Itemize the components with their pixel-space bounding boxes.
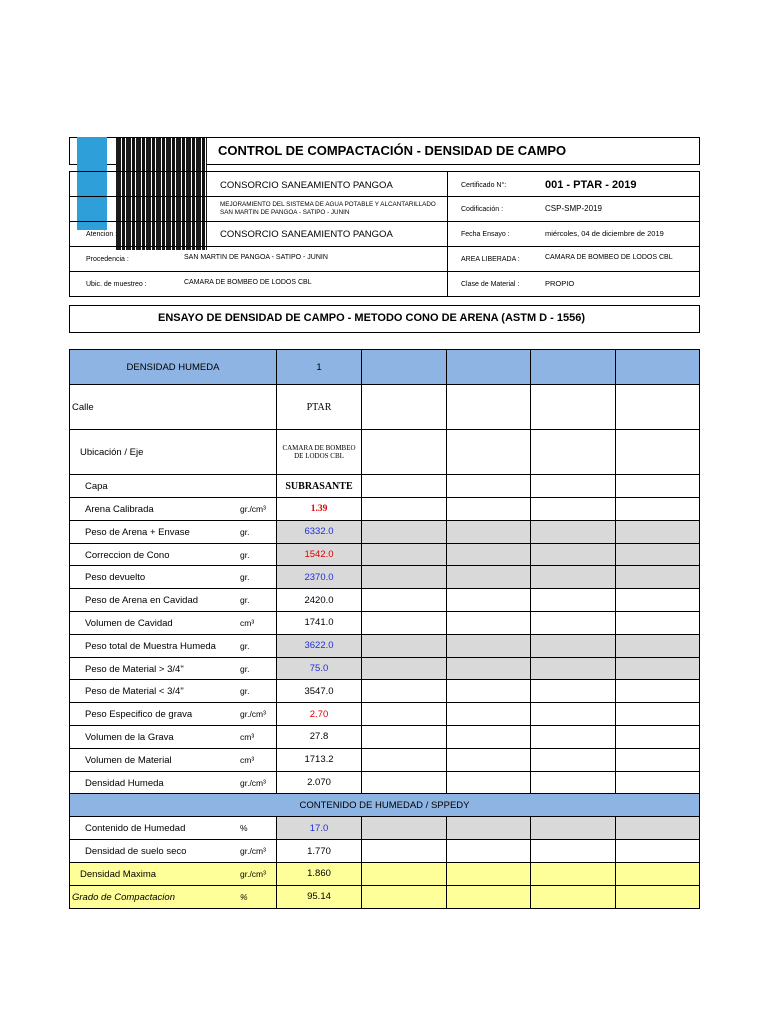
ubic-value: CAMARA DE BOMBEO DE LODOS CBL bbox=[184, 279, 312, 286]
row-unit: gr. bbox=[240, 526, 250, 537]
codificacion-value: CSP-SMP-2019 bbox=[545, 204, 602, 213]
row-label: Peso de Material < 3/4" bbox=[85, 686, 184, 698]
empty-cell bbox=[616, 725, 700, 748]
table-row bbox=[70, 725, 700, 748]
table-row bbox=[70, 543, 700, 566]
empty-cell bbox=[362, 566, 447, 589]
empty-cell bbox=[531, 589, 616, 612]
empty-cell bbox=[362, 611, 447, 634]
empty-cell bbox=[531, 817, 616, 840]
fecha-value: miércoles, 04 de diciembre de 2019 bbox=[545, 229, 664, 238]
row-label: Peso de Material > 3/4" bbox=[85, 663, 184, 675]
empty-cell bbox=[447, 680, 531, 703]
row-label-cell bbox=[70, 589, 277, 612]
empty-cell bbox=[447, 498, 531, 521]
row-label-cell bbox=[70, 657, 277, 680]
table-row bbox=[70, 475, 700, 498]
empty-cell bbox=[616, 771, 700, 794]
table-row bbox=[70, 611, 700, 634]
row-label-cell bbox=[70, 520, 277, 543]
empty-cell bbox=[447, 862, 531, 885]
empty-cell bbox=[531, 498, 616, 521]
row1-value: CONSORCIO SANEAMIENTO PANGOA bbox=[220, 180, 393, 191]
empty-cell bbox=[447, 634, 531, 657]
ensayo-title: ENSAYO DE DENSIDAD DE CAMPO - METODO CONO DE ARENA (ASTM D - 1556) bbox=[158, 312, 586, 324]
ubicacion-label: Ubicación / Eje bbox=[70, 430, 277, 475]
row-unit: cm³ bbox=[240, 617, 255, 628]
row-value: 2.70 bbox=[277, 703, 362, 726]
empty-cell bbox=[531, 748, 616, 771]
row-value: 1713.2 bbox=[277, 748, 362, 771]
empty-cell bbox=[616, 589, 700, 612]
certificado-label: Certificado N°: bbox=[461, 182, 507, 189]
row-label: Peso de Arena + Envase bbox=[85, 526, 190, 538]
row-label-cell bbox=[70, 862, 277, 885]
empty-cell bbox=[447, 748, 531, 771]
empty-cell bbox=[447, 543, 531, 566]
row-label-cell bbox=[70, 611, 277, 634]
row-value: 1542.0 bbox=[277, 543, 362, 566]
table-row bbox=[70, 385, 700, 430]
empty-cell bbox=[616, 862, 700, 885]
empty-cell bbox=[362, 703, 447, 726]
row-label-cell bbox=[70, 771, 277, 794]
empty-cell bbox=[447, 885, 531, 908]
page-title: CONTROL DE COMPACTACIÓN - DENSIDAD DE CAMPO bbox=[218, 143, 567, 158]
row-value: 1.860 bbox=[277, 862, 362, 885]
fecha-label: Fecha Ensayo : bbox=[461, 231, 510, 238]
row-label: Contenido de Humedad bbox=[85, 823, 186, 835]
row-label-cell bbox=[70, 680, 277, 703]
row-unit: gr. bbox=[240, 572, 250, 583]
ubicacion-value bbox=[277, 430, 362, 475]
row-label: Volumen de Material bbox=[85, 754, 172, 766]
empty-cell bbox=[531, 885, 616, 908]
empty-cell bbox=[447, 725, 531, 748]
empty-cell bbox=[362, 840, 447, 863]
row-unit: % bbox=[240, 823, 248, 834]
header-label: DENSIDAD HUMEDA bbox=[70, 350, 277, 385]
table-row bbox=[70, 817, 700, 840]
empty-cell bbox=[616, 611, 700, 634]
empty-cell bbox=[531, 611, 616, 634]
table-row bbox=[70, 657, 700, 680]
row-value: 3547.0 bbox=[277, 680, 362, 703]
row-label-cell bbox=[70, 498, 277, 521]
procedencia-value: SAN MARTIN DE PANGOA - SATIPO - JUNIN bbox=[184, 254, 328, 261]
row-value: 6332.0 bbox=[277, 520, 362, 543]
row-unit: gr. bbox=[240, 549, 250, 560]
empty-cell bbox=[616, 657, 700, 680]
row-label-cell bbox=[70, 566, 277, 589]
row-unit: % bbox=[240, 891, 248, 902]
row-label: Volumen de Cavidad bbox=[85, 617, 173, 629]
row-label: Densidad Humeda bbox=[85, 777, 164, 789]
empty-cell bbox=[447, 520, 531, 543]
table-row bbox=[70, 634, 700, 657]
row-value: 17.0 bbox=[277, 817, 362, 840]
empty-cell bbox=[531, 543, 616, 566]
row-label-cell bbox=[70, 817, 277, 840]
row-label: Peso Especifico de grava bbox=[85, 709, 193, 721]
row-label: Grado de Compactacion bbox=[72, 891, 175, 903]
empty-cell bbox=[362, 634, 447, 657]
empty-cell bbox=[531, 634, 616, 657]
row-value: 1741.0 bbox=[277, 611, 362, 634]
ubicacion-value-line2: DE LODOS CBL bbox=[294, 452, 344, 460]
row-label-cell bbox=[70, 543, 277, 566]
empty-cell bbox=[531, 680, 616, 703]
empty-cell bbox=[447, 611, 531, 634]
empty-cell bbox=[362, 885, 447, 908]
row-unit: gr./cm³ bbox=[240, 504, 266, 514]
row-value: 2420.0 bbox=[277, 589, 362, 612]
row2-value-line1: MEJORAMIENTO DEL SISTEMA DE AGUA POTABLE Y ALCANTARILLADO bbox=[220, 201, 436, 208]
calle-label: Calle bbox=[70, 385, 277, 430]
row-label-cell bbox=[70, 885, 277, 908]
row-label: Peso de Arena en Cavidad bbox=[85, 595, 199, 607]
row-unit: gr. bbox=[240, 640, 250, 651]
empty-cell bbox=[531, 862, 616, 885]
capa-label: Capa bbox=[70, 475, 277, 498]
clase-value: PROPIO bbox=[545, 279, 575, 288]
empty-cell bbox=[616, 566, 700, 589]
row-value: 75.0 bbox=[277, 657, 362, 680]
empty-cell bbox=[616, 520, 700, 543]
calle-value: PTAR bbox=[277, 385, 362, 430]
row-unit: gr./cm³ bbox=[240, 846, 266, 857]
row-label-cell bbox=[70, 634, 277, 657]
row-label-cell bbox=[70, 840, 277, 863]
empty-cell bbox=[616, 817, 700, 840]
row-unit: gr. bbox=[240, 595, 250, 606]
ensayo-title-box bbox=[69, 305, 700, 333]
humedad-header: CONTENIDO DE HUMEDAD / SPPEDY bbox=[70, 794, 700, 817]
empty-cell bbox=[362, 817, 447, 840]
row-value: 27.8 bbox=[277, 725, 362, 748]
row-label-cell bbox=[70, 725, 277, 748]
clase-label: Clase de Material : bbox=[461, 281, 520, 288]
row-unit: cm³ bbox=[240, 754, 255, 765]
table-row bbox=[70, 566, 700, 589]
row-label: Peso total de Muestra Humeda bbox=[85, 640, 216, 652]
table-row bbox=[70, 498, 700, 521]
atencion-label: Atencion : bbox=[86, 231, 118, 238]
header-number: 1 bbox=[277, 350, 362, 385]
area-value: CAMARA DE BOMBEO DE LODOS CBL bbox=[545, 254, 673, 261]
table-row bbox=[70, 840, 700, 863]
row-value: 1.770 bbox=[277, 840, 362, 863]
empty-cell bbox=[531, 520, 616, 543]
empty-cell bbox=[362, 725, 447, 748]
table-header-row bbox=[70, 350, 700, 385]
row-label: Arena Calibrada bbox=[85, 504, 154, 515]
empty-cell bbox=[531, 840, 616, 863]
row-unit: gr./cm³ bbox=[240, 709, 266, 720]
row-label: Densidad de suelo seco bbox=[85, 846, 187, 858]
empty-cell bbox=[447, 589, 531, 612]
row2-value-line2: SAN MARTIN DE PANGOA - SATIPO - JUNIN bbox=[220, 209, 350, 216]
row-label-cell bbox=[70, 748, 277, 771]
empty-cell bbox=[447, 566, 531, 589]
empty-cell bbox=[531, 725, 616, 748]
table-row bbox=[70, 771, 700, 794]
row-label: Correccion de Cono bbox=[85, 549, 170, 561]
ubic-label: Ubic. de muestreo : bbox=[86, 281, 147, 288]
info-block bbox=[69, 171, 700, 297]
row-label: Volumen de la Grava bbox=[85, 731, 174, 743]
table-row bbox=[70, 430, 700, 475]
empty-cell bbox=[362, 498, 447, 521]
empty-cell bbox=[616, 703, 700, 726]
empty-cell bbox=[616, 543, 700, 566]
atencion-value: CONSORCIO SANEAMIENTO PANGOA bbox=[220, 229, 393, 240]
empty-cell bbox=[616, 634, 700, 657]
certificado-value: 001 - PTAR - 2019 bbox=[545, 179, 637, 191]
empty-cell bbox=[616, 840, 700, 863]
table-row bbox=[70, 589, 700, 612]
empty-cell bbox=[531, 771, 616, 794]
table-row bbox=[70, 703, 700, 726]
empty-cell bbox=[362, 680, 447, 703]
row-unit: gr. bbox=[240, 663, 250, 674]
empty-cell bbox=[447, 771, 531, 794]
table-row bbox=[70, 862, 700, 885]
codificacion-label: Codificación : bbox=[461, 206, 504, 213]
table-row bbox=[70, 885, 700, 908]
empty-cell bbox=[447, 817, 531, 840]
row-label: Peso devuelto bbox=[85, 572, 146, 584]
empty-cell bbox=[531, 566, 616, 589]
row-value: 3622.0 bbox=[277, 634, 362, 657]
table-row bbox=[70, 520, 700, 543]
empty-cell bbox=[362, 862, 447, 885]
row-label: Densidad Maxima bbox=[80, 868, 157, 880]
area-label: AREA LIBERADA : bbox=[461, 256, 520, 263]
row-value: 95.14 bbox=[277, 885, 362, 908]
empty-cell bbox=[616, 748, 700, 771]
empty-cell bbox=[447, 703, 531, 726]
empty-cell bbox=[616, 498, 700, 521]
row-unit: gr./cm³ bbox=[240, 868, 266, 879]
empty-cell bbox=[362, 771, 447, 794]
ubicacion-value-line1: CAMARA DE BOMBEO bbox=[282, 444, 356, 452]
empty-cell bbox=[531, 703, 616, 726]
row-unit: gr./cm³ bbox=[240, 777, 266, 788]
empty-cell bbox=[447, 840, 531, 863]
row-value: 2370.0 bbox=[277, 566, 362, 589]
empty-cell bbox=[531, 657, 616, 680]
empty-cell bbox=[616, 885, 700, 908]
row-value: 1.39 bbox=[277, 498, 362, 521]
empty-cell bbox=[362, 589, 447, 612]
humedad-header-row bbox=[70, 794, 700, 817]
table-row bbox=[70, 748, 700, 771]
empty-cell bbox=[362, 748, 447, 771]
empty-cell bbox=[616, 680, 700, 703]
data-table bbox=[69, 349, 700, 909]
empty-cell bbox=[362, 520, 447, 543]
procedencia-label: Procedencia : bbox=[86, 256, 129, 263]
table-row bbox=[70, 680, 700, 703]
row-value: 2.070 bbox=[277, 771, 362, 794]
row-unit: cm³ bbox=[240, 731, 255, 742]
empty-cell bbox=[362, 543, 447, 566]
empty-cell bbox=[447, 657, 531, 680]
row-label-cell bbox=[70, 703, 277, 726]
capa-value: SUBRASANTE bbox=[277, 475, 362, 498]
empty-cell bbox=[362, 657, 447, 680]
row-unit: gr. bbox=[240, 686, 250, 697]
